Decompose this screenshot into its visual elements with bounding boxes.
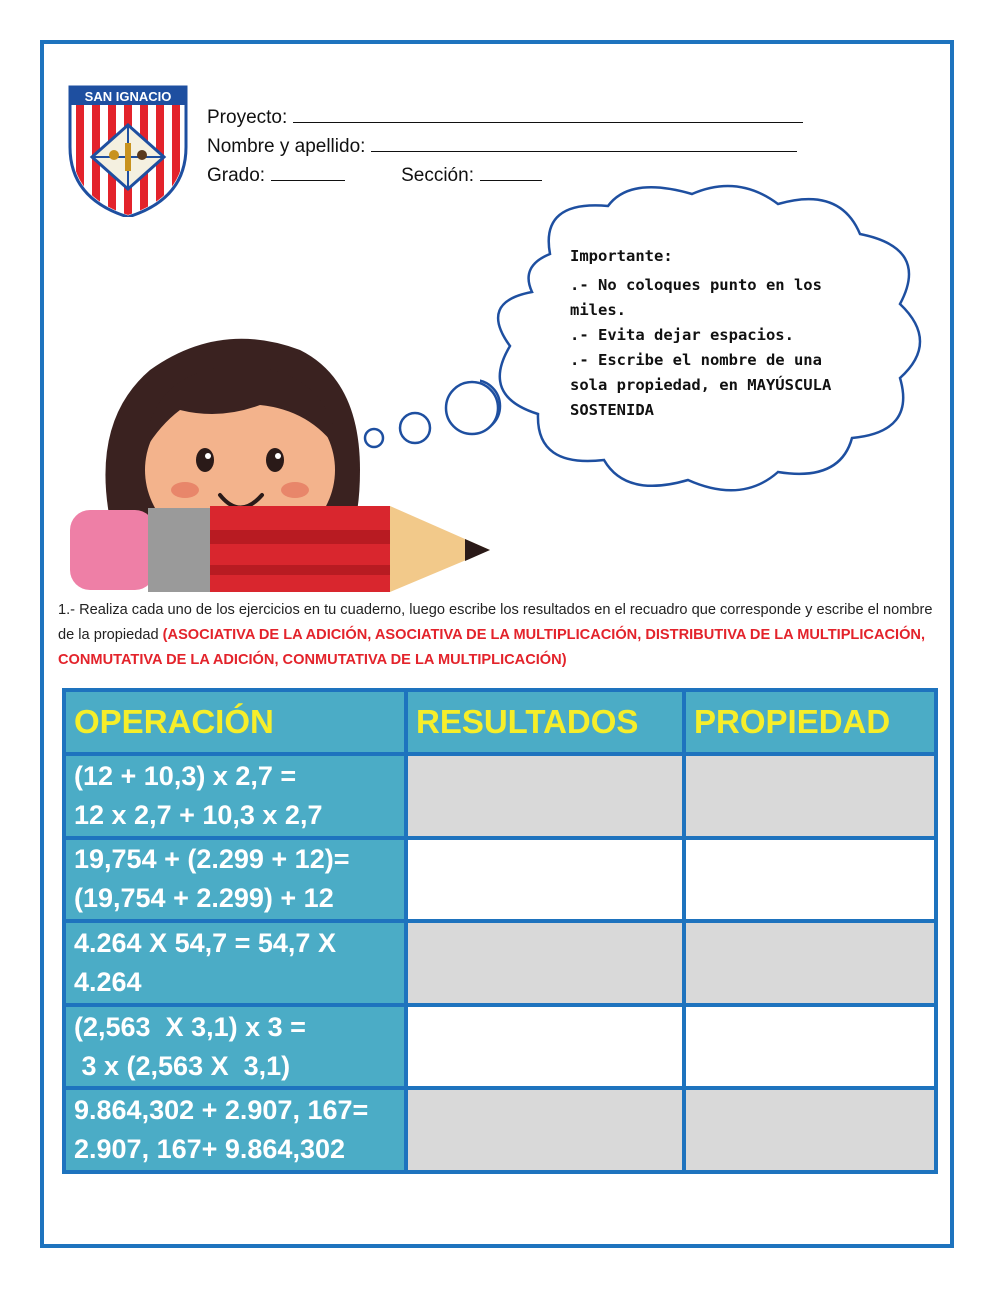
project-input-line[interactable]: [293, 103, 803, 123]
name-label: Nombre y apellido:: [207, 136, 366, 157]
note-item: .- Evita dejar espacios.: [570, 326, 794, 344]
operation-line: 4.264: [74, 966, 142, 997]
result-input-cell[interactable]: [406, 1088, 684, 1172]
property-input-cell[interactable]: [684, 754, 936, 838]
operation-line: 4.264 X 54,7 = 54,7 X: [74, 927, 336, 958]
result-input-cell[interactable]: [406, 838, 684, 922]
table-row: [64, 838, 936, 922]
operations-table: [62, 688, 938, 1174]
logo-text: SAN IGNACIO: [84, 89, 172, 104]
result-input-cell[interactable]: [406, 754, 684, 838]
exercise-instructions: [58, 598, 938, 673]
property-input-cell[interactable]: [684, 1088, 936, 1172]
operation-cell: [64, 1005, 406, 1089]
grade-label: Grado:: [207, 165, 266, 186]
operation-line: (19,754 + 2.299) + 12: [74, 883, 334, 914]
operation-line: (12 + 10,3) x 2,7 =: [74, 760, 297, 791]
instructions-text: 1.- Realiza cada uno de los ejercicios en tu cuaderno, luego escribe los resultados en el recuadro que corresponde y escribe el nombre de la propiedad: [58, 602, 933, 643]
girl-with-pencil-illustration: [60, 330, 500, 610]
header-propiedad: PROPIEDAD: [684, 690, 936, 754]
operation-cell: [64, 921, 406, 1005]
operation-line: 12 x 2,7 + 10,3 x 2,7: [74, 799, 323, 830]
name-row: [207, 132, 803, 161]
table-header-row: [64, 690, 936, 754]
project-label: Proyecto:: [207, 107, 288, 128]
operation-line: 9.864,302 + 2.907, 167=: [74, 1095, 369, 1126]
school-crest-logo: [68, 85, 188, 217]
note-item: .- No coloques punto en los miles.: [570, 276, 822, 319]
property-input-cell[interactable]: [684, 1005, 936, 1089]
result-input-cell[interactable]: [406, 1005, 684, 1089]
property-input-cell[interactable]: [684, 921, 936, 1005]
table-row: [64, 1088, 936, 1172]
operation-line: (2,563 X 3,1) x 3 =: [74, 1011, 306, 1042]
result-input-cell[interactable]: [406, 921, 684, 1005]
operation-cell: [64, 1088, 406, 1172]
section-label: Sección:: [401, 165, 474, 186]
table-row: [64, 754, 936, 838]
header-operacion: OPERACIÓN: [64, 690, 406, 754]
operation-cell: [64, 838, 406, 922]
notes-title: Importante:: [570, 247, 673, 265]
grade-input-line[interactable]: [271, 161, 345, 181]
table-row: [64, 921, 936, 1005]
properties-list: (ASOCIATIVA DE LA ADICIÓN, ASOCIATIVA DE LA MULTIPLICACIÓN, DISTRIBUTIVA DE LA MULTIPLICACIÓN, CONMUTATIVA DE LA ADICIÓN, CONMUTATIVA DE LA MULTIPLICACIÓN): [58, 627, 926, 668]
operation-line: 2.907, 167+ 9.864,302: [74, 1134, 346, 1165]
project-row: [207, 103, 803, 132]
student-info-fields: [207, 103, 803, 190]
header-resultados: RESULTADOS: [406, 690, 684, 754]
property-input-cell[interactable]: [684, 838, 936, 922]
note-item: .- Escribe el nombre de una sola propiedad, en MAYÚSCULA SOSTENIDA: [570, 351, 832, 419]
important-notes: [570, 244, 835, 423]
operation-line: 3 x (2,563 X 3,1): [74, 1050, 291, 1081]
table-row: [64, 1005, 936, 1089]
section-input-line[interactable]: [480, 161, 542, 181]
operation-cell: [64, 754, 406, 838]
operation-line: 19,754 + (2.299 + 12)=: [74, 844, 350, 875]
name-input-line[interactable]: [371, 132, 797, 152]
